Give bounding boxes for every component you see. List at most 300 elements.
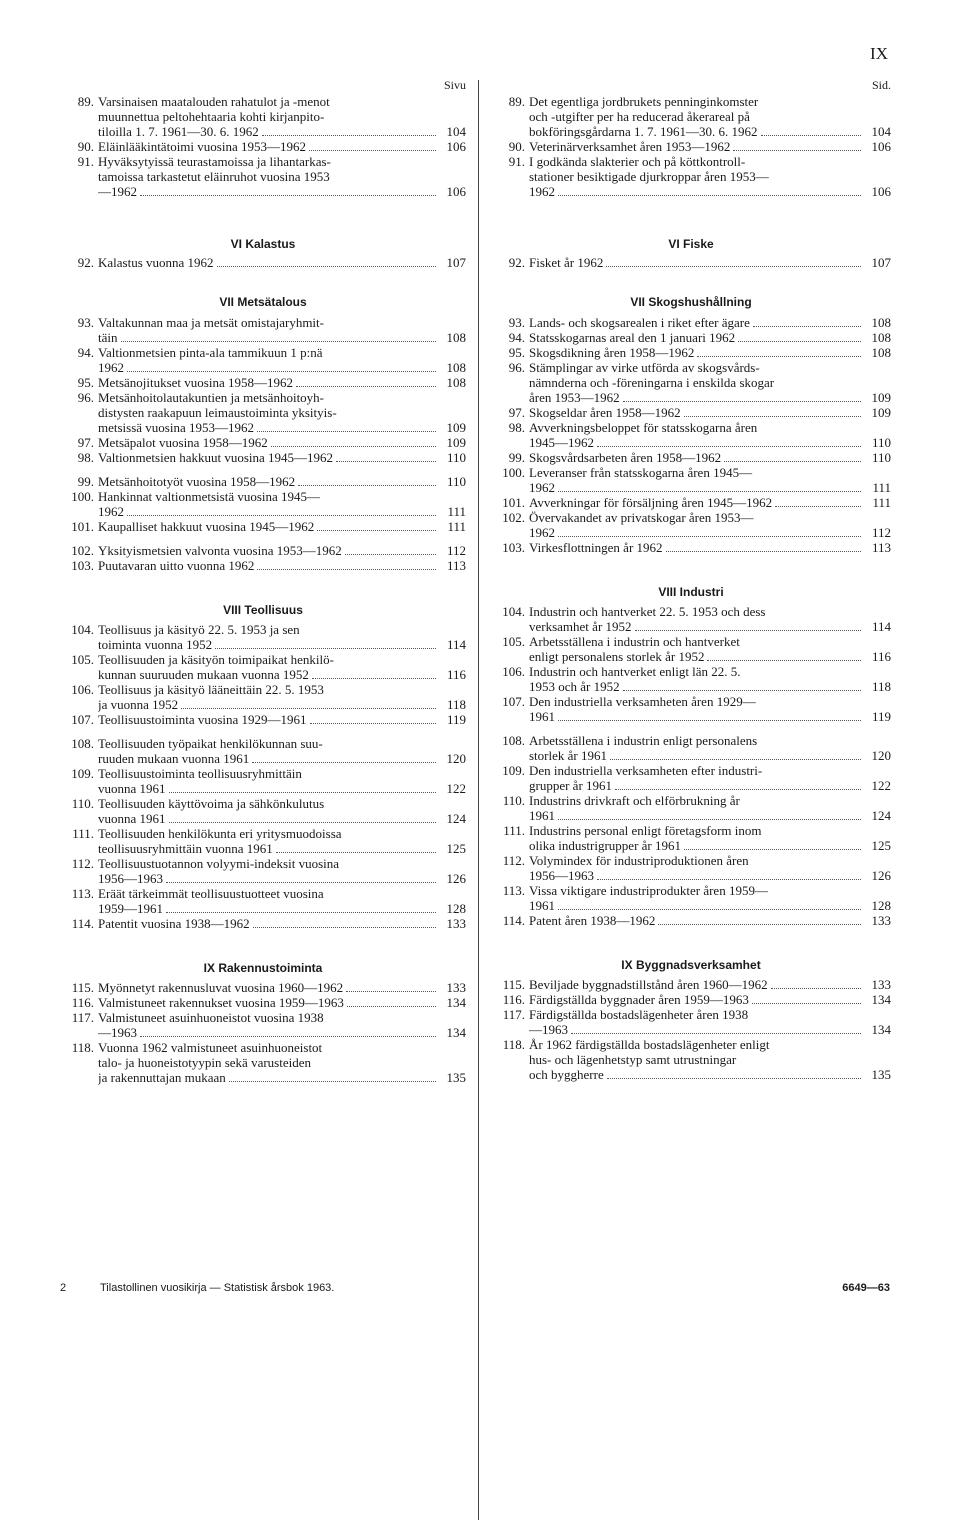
dot-leader [707, 660, 861, 661]
entry-page-number: 108 [871, 330, 891, 345]
entry-title-line: Teollisuustoiminta vuosina 1929—1961 [98, 712, 307, 727]
toc-entry [491, 1037, 891, 1082]
dot-leader [607, 1078, 861, 1079]
entry-title-line: Färdigställda byggnader åren 1959—1963 [529, 992, 749, 1007]
dot-leader [697, 356, 861, 357]
entry-title-line: muunnettua peltohehtaaria kohti kirjanpito- [98, 109, 325, 124]
entry-title-line: Veterinärverksamhet åren 1953—1962 [529, 139, 731, 154]
entry-number: 117. [502, 1007, 525, 1022]
dot-leader [271, 446, 436, 447]
entry-title-line: Skogseldar åren 1958—1962 [529, 405, 681, 420]
dot-leader [738, 341, 861, 342]
entry-title-line: Övervakandet av privatskogar åren 1953— [529, 510, 754, 525]
entry-title-line: täin [98, 330, 118, 345]
entry-page-number: 134 [871, 1022, 891, 1037]
dot-leader [597, 879, 861, 880]
toc-entry [491, 450, 891, 465]
entry-number: 105. [71, 652, 94, 667]
entry-page-number: 112 [446, 543, 466, 558]
entry-page-number: 135 [446, 1070, 466, 1085]
entries-section-6 [491, 255, 891, 270]
entry-page-number: 125 [446, 841, 466, 856]
finnish-column [60, 78, 466, 1085]
entry-number: 100. [502, 465, 525, 480]
toc-entry [491, 420, 891, 450]
dot-leader [558, 195, 861, 196]
entry-title-line: Fisket år 1962 [529, 255, 604, 270]
entry-page-number: 126 [871, 868, 891, 883]
entry-title-line: Beviljade byggnadstillstånd åren 1960—1962 [529, 977, 768, 992]
entry-number: 117. [71, 1010, 94, 1025]
entry-title-line: Stämplingar av virke utförda av skogsvårds- [529, 360, 760, 375]
entry-title-line: Metsänhoitotyöt vuosina 1958—1962 [98, 474, 296, 489]
entry-page-number: 114 [446, 637, 466, 652]
dot-leader [558, 536, 861, 537]
entry-title-line: och -utgifter per ha reducerad åkerareal på [529, 109, 750, 124]
entry-title-line: enligt personalens storlek år 1952 [529, 649, 705, 664]
dot-leader [684, 849, 861, 850]
toc-entry [491, 465, 891, 495]
entry-title-line: Den industriella verksamheten efter industri- [529, 763, 763, 778]
entry-number: 103. [502, 540, 525, 555]
entry-number: 113. [71, 886, 94, 901]
entry-page-number: 107 [446, 255, 466, 270]
dot-leader [558, 491, 861, 492]
toc-entry [491, 94, 891, 139]
entry-number: 89. [77, 94, 94, 109]
entry-page-number: 120 [446, 751, 466, 766]
entry-title-line: 1961 [529, 808, 555, 823]
entry-title-line: Virkesflottningen år 1962 [529, 540, 663, 555]
entry-number: 106. [71, 682, 94, 697]
entry-page-number: 108 [446, 360, 466, 375]
entry-title-line: vuonna 1961 [98, 811, 166, 826]
entry-page-number: 111 [447, 519, 466, 534]
entry-number: 108. [71, 736, 94, 751]
entry-number: 95. [77, 375, 94, 390]
entry-title-line: Patentit vuosina 1938—1962 [98, 916, 250, 931]
entry-number: 107. [71, 712, 94, 727]
dot-leader [121, 341, 437, 342]
toc-entry [491, 823, 891, 853]
entry-title-line: ja vuonna 1952 [98, 697, 179, 712]
entry-page-number: 109 [871, 405, 891, 420]
entry-title-line: Den industriella verksamheten åren 1929— [529, 694, 756, 709]
entry-title-line: tiloilla 1. 7. 1961—30. 6. 1962 [98, 124, 259, 139]
section-title: IX Byggnadsverksamhet [621, 958, 761, 972]
entry-page-number: 111 [872, 495, 891, 510]
entry-page-number: 108 [446, 330, 466, 345]
entry-title-line: —1962 [98, 184, 137, 199]
entry-number: 96. [77, 390, 94, 405]
entry-page-number: 133 [871, 913, 891, 928]
entry-page-number: 110 [446, 450, 466, 465]
toc-entry [60, 766, 466, 796]
entry-number: 97. [508, 405, 525, 420]
dot-leader [606, 266, 861, 267]
toc-entry [60, 796, 466, 826]
entry-title-line: Volymindex för industriproduktionen åren [529, 853, 749, 868]
entry-title-line: kunnan suuruuden mukaan vuonna 1952 [98, 667, 309, 682]
entry-title-line: Lands- och skogsarealen i riket efter ägare [529, 315, 750, 330]
section-title: IX Rakennustoiminta [203, 961, 323, 975]
section-title: VII Metsätalous [219, 295, 307, 309]
entry-title-line: Metsänhoitolautakuntien ja metsänhoitoyh- [98, 390, 325, 405]
entry-title-line: distysten raakapuun leimaustoiminta yksityis- [98, 405, 337, 420]
dot-leader [635, 630, 861, 631]
toc-entry [60, 255, 466, 270]
entry-title-line: metsissä vuosina 1953—1962 [98, 420, 254, 435]
toc-entry [60, 450, 466, 465]
entry-title-line: Teollisuuden henkilökunta eri yritysmuodoissa [98, 826, 342, 841]
toc-entry [491, 540, 891, 555]
entries-intro [60, 94, 466, 199]
entry-number: 107. [502, 694, 525, 709]
entry-number: 116. [502, 992, 525, 1007]
entry-title-line: Arbetsställena i industrin och hantverket [529, 634, 740, 649]
footer-print-code: 6649—63 [842, 1282, 890, 1294]
entry-title-line: hus- och lägenhetstyp samt utrustningar [529, 1052, 737, 1067]
dot-leader [309, 150, 436, 151]
entry-number: 105. [502, 634, 525, 649]
entry-page-number: 118 [446, 697, 466, 712]
toc-entry [491, 139, 891, 154]
entry-page-number: 111 [872, 480, 891, 495]
dot-leader [169, 792, 436, 793]
entry-number: 92. [77, 255, 94, 270]
toc-entry [60, 390, 466, 435]
toc-entry [491, 495, 891, 510]
entry-number: 99. [508, 450, 525, 465]
dot-leader [181, 708, 436, 709]
dot-leader [276, 852, 436, 853]
entry-number: 90. [77, 139, 94, 154]
dot-leader [558, 720, 861, 721]
entry-page-number: 133 [446, 916, 466, 931]
toc-entry [491, 977, 891, 992]
entry-title-line: Leveranser från statsskogarna åren 1945— [529, 465, 753, 480]
entry-number: 106. [502, 664, 525, 679]
dot-leader [298, 485, 436, 486]
entry-number: 118. [71, 1040, 94, 1055]
dot-leader [262, 135, 436, 136]
toc-entry [491, 664, 891, 694]
entry-title-line: Färdigställda bostadslägenheter åren 1938 [529, 1007, 749, 1022]
entry-title-line: bokföringsgårdarna 1. 7. 1961—30. 6. 1962 [529, 124, 758, 139]
entry-title-line: Valmistuneet asuinhuoneistot vuosina 1938 [98, 1010, 324, 1025]
entry-number: 93. [508, 315, 525, 330]
entry-page-number: 108 [446, 375, 466, 390]
entry-number: 90. [508, 139, 525, 154]
entry-title-line: storlek år 1961 [529, 748, 607, 763]
entry-page-number: 122 [446, 781, 466, 796]
entry-page-number: 114 [871, 619, 891, 634]
entry-title-line: Valtionmetsien hakkuut vuosina 1945—1962 [98, 450, 334, 465]
entry-title-line: Eräät tärkeimmät teollisuustuotteet vuosina [98, 886, 324, 901]
entry-page-number: 125 [871, 838, 891, 853]
entry-title-line: 1961 [529, 898, 555, 913]
entry-title-line: Yksityismetsien valvonta vuosina 1953—1962 [98, 543, 342, 558]
entry-page-number: 106 [871, 184, 891, 199]
toc-entry [491, 510, 891, 540]
toc-entry [491, 992, 891, 1007]
column-divider [478, 80, 479, 1520]
toc-entry [491, 345, 891, 360]
section-title: VI Kalastus [230, 237, 296, 251]
entry-number: 102. [502, 510, 525, 525]
footer-publication: Tilastollinen vuosikirja — Statistisk årsbok 1963. [100, 1282, 335, 1294]
entries-intro [491, 94, 891, 199]
entry-title-line: Teollisuuden työpaikat henkilökunnan suu- [98, 736, 323, 751]
entry-number: 111. [503, 823, 525, 838]
toc-entry [491, 405, 891, 420]
entry-title-line: 1961 [529, 709, 555, 724]
toc-entry [60, 489, 466, 519]
entry-title-line: Avverkningar för försäljning åren 1945—1962 [529, 495, 773, 510]
entry-title-line: 1962 [98, 504, 124, 519]
entry-title-line: Kaupalliset hakkuut vuosina 1945—1962 [98, 519, 315, 534]
entry-number: 114. [71, 916, 94, 931]
entry-title-line: och byggherre [529, 1067, 604, 1082]
dot-leader [229, 1081, 436, 1082]
entry-title-line: —1963 [529, 1022, 568, 1037]
entry-page-number: 135 [871, 1067, 891, 1082]
dot-leader [752, 1003, 861, 1004]
entry-title-line: —1963 [98, 1025, 137, 1040]
entry-number: 108. [502, 733, 525, 748]
dot-leader [336, 461, 436, 462]
entry-number: 91. [508, 154, 525, 169]
entry-number: 98. [77, 450, 94, 465]
entry-page-number: 118 [871, 679, 891, 694]
entry-title-line: Valtionmetsien pinta-ala tammikuun 1 p:nä [98, 345, 323, 360]
entry-page-number: 133 [446, 980, 466, 995]
dot-leader [257, 569, 436, 570]
toc-entry [491, 694, 891, 724]
entry-number: 102. [71, 543, 94, 558]
swedish-column [491, 78, 891, 1082]
entry-number: 91. [77, 154, 94, 169]
toc-entry [60, 622, 466, 652]
entry-page-number: 110 [871, 435, 891, 450]
dot-leader [127, 515, 436, 516]
entry-page-number: 128 [871, 898, 891, 913]
entry-title-line: Vissa viktigare industriprodukter åren 1959— [529, 883, 768, 898]
entry-page-number: 134 [446, 1025, 466, 1040]
entry-number: 104. [502, 604, 525, 619]
entry-title-line: Avverkningsbeloppet för statsskogarna åren [529, 420, 758, 435]
entry-page-number: 119 [871, 709, 891, 724]
toc-entry [491, 604, 891, 634]
entry-page-number: 124 [446, 811, 466, 826]
footer-page-number: 2 [60, 1282, 67, 1294]
entry-page-number: 116 [446, 667, 466, 682]
entry-page-number: 124 [871, 808, 891, 823]
entry-title-line: Skogsdikning åren 1958—1962 [529, 345, 695, 360]
dot-leader [215, 648, 436, 649]
entry-title-line: 1962 [529, 480, 555, 495]
entries-section-7 [60, 315, 466, 573]
entry-title-line: Myönnetyt rakennusluvat vuosina 1960—1962 [98, 980, 344, 995]
dot-leader [257, 431, 436, 432]
toc-entry [60, 1010, 466, 1040]
entry-number: 93. [77, 315, 94, 330]
entry-number: 112. [502, 853, 525, 868]
section-title: VIII Industri [658, 585, 724, 599]
entry-page-number: 134 [446, 995, 466, 1010]
entry-page-number: 111 [447, 504, 466, 519]
dot-leader [312, 678, 436, 679]
entry-title-line: Eläinlääkintätoimi vuosina 1953—1962 [98, 139, 306, 154]
dot-leader [310, 723, 436, 724]
entry-title-line: Teollisuuden ja käsityön toimipaikat henkilö- [98, 652, 334, 667]
dot-leader [166, 912, 436, 913]
entry-title-line: 1956—1963 [98, 871, 163, 886]
dot-leader [166, 882, 436, 883]
toc-entry [60, 345, 466, 375]
entry-title-line: Hankinnat valtionmetsistä vuosina 1945— [98, 489, 321, 504]
entry-title-line: ja rakennuttajan mukaan [98, 1070, 226, 1085]
entry-title-line: verksamhet år 1952 [529, 619, 632, 634]
dot-leader [615, 789, 861, 790]
entry-title-line: Teollisuustoiminta teollisuusryhmittäin [98, 766, 302, 781]
entry-title-line: Industrins drivkraft och elförbrukning år [529, 793, 740, 808]
toc-entry [60, 652, 466, 682]
toc-entry [60, 519, 466, 534]
dot-leader [761, 135, 861, 136]
entry-page-number: 122 [871, 778, 891, 793]
entry-title-line: Teollisuuden käyttövoima ja sähkönkulutus [98, 796, 325, 811]
entry-number: 98. [508, 420, 525, 435]
entry-title-line: Hyväksytyissä teurastamoissa ja lihantarkas- [98, 154, 331, 169]
entry-title-line: 1945—1962 [529, 435, 594, 450]
entry-number: 94. [508, 330, 525, 345]
section-title: VIII Teollisuus [223, 603, 303, 617]
page-roman-numeral: IX [870, 44, 888, 63]
entry-number: 110. [71, 796, 94, 811]
entry-page-number: 106 [871, 139, 891, 154]
entry-title-line: Industrin och hantverket 22. 5. 1953 och dess [529, 604, 766, 619]
dot-leader [623, 401, 861, 402]
entry-title-line: Statsskogarnas areal den 1 januari 1962 [529, 330, 736, 345]
toc-entry [60, 886, 466, 916]
entry-number: 109. [71, 766, 94, 781]
entries-section-6 [60, 255, 466, 270]
entry-number: 89. [508, 94, 525, 109]
toc-entry [60, 712, 466, 727]
entry-page-number: 113 [446, 558, 466, 573]
toc-entry [60, 154, 466, 199]
dot-leader [666, 551, 861, 552]
toc-entry [60, 315, 466, 345]
entry-number: 100. [71, 489, 94, 504]
entry-title-line: tamoissa tarkastetut eläinruhot vuosina 1953 [98, 169, 330, 184]
entry-title-line: grupper år 1961 [529, 778, 613, 793]
toc-entry [491, 360, 891, 405]
toc-entry [491, 315, 891, 330]
entry-number: 118. [502, 1037, 525, 1052]
dot-leader [346, 991, 436, 992]
dot-leader [558, 819, 861, 820]
toc-entry [491, 763, 891, 793]
entry-page-number: 134 [871, 992, 891, 1007]
entry-number: 113. [502, 883, 525, 898]
entry-title-line: ruuden mukaan vuonna 1961 [98, 751, 250, 766]
toc-entry [491, 1007, 891, 1037]
dot-leader [684, 416, 861, 417]
dot-leader [169, 822, 436, 823]
toc-entry [60, 916, 466, 931]
entry-number: 115. [71, 980, 94, 995]
entry-page-number: 113 [871, 540, 891, 555]
dot-leader [733, 150, 861, 151]
entry-number: 96. [508, 360, 525, 375]
entry-title-line: Industrin och hantverket enligt län 22. 5. [529, 664, 741, 679]
entry-title-line: åren 1953—1962 [529, 390, 620, 405]
entry-number: 97. [77, 435, 94, 450]
toc-entry [491, 883, 891, 913]
entry-title-line: Patent åren 1938—1962 [529, 913, 656, 928]
dot-leader [347, 1006, 436, 1007]
section-title: VII Skogshushållning [630, 295, 752, 309]
entry-number: 109. [502, 763, 525, 778]
toc-entry [60, 558, 466, 573]
entry-title-line: Arbetsställena i industrin enligt personalens [529, 733, 758, 748]
toc-entry [60, 856, 466, 886]
toc-entry [491, 793, 891, 823]
toc-entry [60, 94, 466, 139]
page-column-label: Sivu [443, 78, 466, 92]
entries-section-8 [491, 604, 891, 928]
entry-number: 104. [71, 622, 94, 637]
entry-title-line: olika industrigrupper år 1961 [529, 838, 681, 853]
entry-page-number: 128 [446, 901, 466, 916]
entry-page-number: 133 [871, 977, 891, 992]
entry-title-line: Det egentliga jordbrukets penninginkomster [529, 94, 759, 109]
toc-entry [60, 736, 466, 766]
entry-page-number: 120 [871, 748, 891, 763]
dot-leader [140, 195, 436, 196]
entry-page-number: 106 [446, 139, 466, 154]
dot-leader [140, 1036, 436, 1037]
dot-leader [296, 386, 436, 387]
entry-title-line: Teollisuustuotannon volyymi-indeksit vuosina [98, 856, 340, 871]
toc-entry [60, 995, 466, 1010]
entry-title-line: År 1962 färdigställda bostadslägenheter enligt [529, 1037, 770, 1052]
entry-number: 103. [71, 558, 94, 573]
entry-page-number: 107 [871, 255, 891, 270]
entry-page-number: 108 [871, 345, 891, 360]
entry-page-number: 112 [871, 525, 891, 540]
dot-leader [252, 762, 436, 763]
toc-entry [60, 980, 466, 995]
toc-entry [60, 474, 466, 489]
entry-page-number: 110 [871, 450, 891, 465]
dot-leader [597, 446, 861, 447]
entry-page-number: 108 [871, 315, 891, 330]
dot-leader [571, 1033, 861, 1034]
toc-entry [60, 543, 466, 558]
entry-title-line: Teollisuus ja käsityö 22. 5. 1953 ja sen [98, 622, 300, 637]
entry-page-number: 116 [871, 649, 891, 664]
entry-page-number: 104 [446, 124, 466, 139]
toc-entry [60, 1040, 466, 1085]
entry-page-number: 119 [446, 712, 466, 727]
dot-leader [345, 554, 436, 555]
toc-entry [491, 634, 891, 664]
entry-title-line: Puutavaran uitto vuonna 1962 [98, 558, 255, 573]
toc-entry [491, 255, 891, 270]
